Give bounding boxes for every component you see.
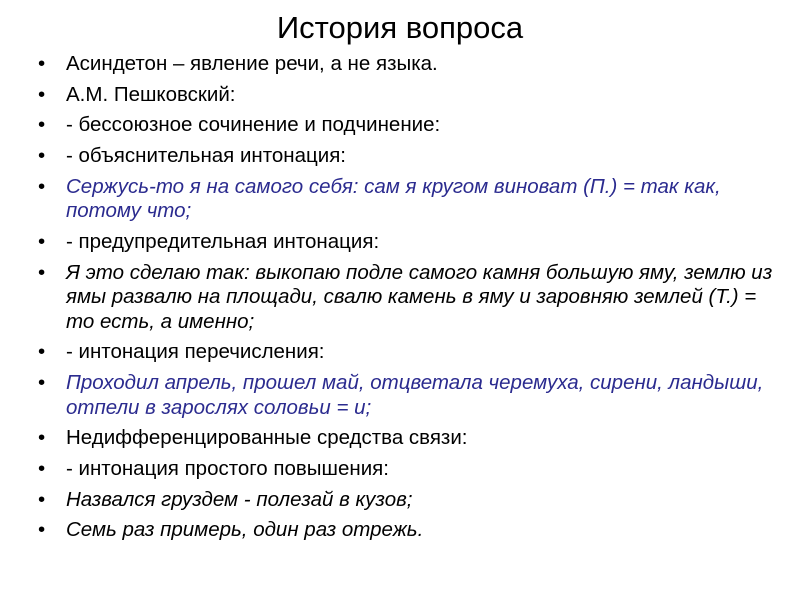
bullet-text: А.М. Пешковский:	[66, 82, 236, 106]
bullet-item-example	[34, 261, 774, 335]
bullet-item	[34, 113, 774, 138]
bullet-item	[34, 83, 774, 108]
bullet-text: Асиндетон – явление речи, а не языка.	[66, 52, 438, 75]
bullet-text: - бессоюзное сочинение и подчинение:	[66, 113, 441, 137]
bullet-text: - интонация простого повышения:	[66, 456, 389, 480]
example-text: Назвался груздем - полезай в кузов;	[66, 487, 413, 511]
bullet-item	[34, 457, 774, 482]
bullet-icon: •	[38, 487, 46, 511]
bullet-icon: •	[38, 82, 46, 106]
example-text: Проходил апрель, прошел май, отцветала черемуха, сирени, ландыши, отпели в зарослях соловьи = и;	[66, 371, 764, 419]
bullet-icon: •	[38, 340, 46, 364]
bullet-item	[34, 144, 774, 169]
example-text: Семь раз примерь, один раз отрежь.	[66, 518, 424, 542]
bullet-item	[34, 340, 774, 365]
slide-title: История вопроса	[276, 10, 524, 45]
bullet-icon: •	[38, 52, 46, 75]
bullet-text: Недифференцированные средства связи:	[66, 426, 468, 450]
bullet-icon: •	[38, 174, 46, 198]
bullet-text: - объяснительная интонация:	[66, 144, 347, 168]
bullet-icon: •	[38, 113, 46, 137]
bullet-icon: •	[38, 426, 46, 450]
bullet-text: - интонация перечисления:	[66, 340, 325, 364]
bullet-icon: •	[38, 518, 46, 542]
bullet-icon: •	[38, 371, 46, 394]
bullet-item	[34, 52, 774, 77]
example-text: Сержусь-то я на самого себя: сам я кругом виноват (П.) = так как, потому что;	[66, 174, 721, 223]
bullet-icon: •	[38, 260, 46, 284]
bullet-icon: •	[38, 456, 46, 480]
example-text: Я это сделаю так: выкопаю подле самого камня большую яму, землю из ямы развалю на площади, свалю камень в яму и заровняю землей (Т.) = то есть, а именно;	[66, 260, 773, 333]
bullet-icon: •	[38, 229, 46, 253]
bullet-item-example	[34, 371, 774, 420]
bullet-text: - предупредительная интонация:	[66, 229, 380, 253]
bullet-item	[34, 426, 774, 451]
bullet-item-example	[34, 518, 774, 543]
bullet-item-example	[34, 175, 774, 224]
bullet-item	[34, 230, 774, 255]
bullet-item-example	[34, 488, 774, 513]
bullet-icon: •	[38, 144, 46, 168]
bullet-list	[34, 52, 774, 549]
